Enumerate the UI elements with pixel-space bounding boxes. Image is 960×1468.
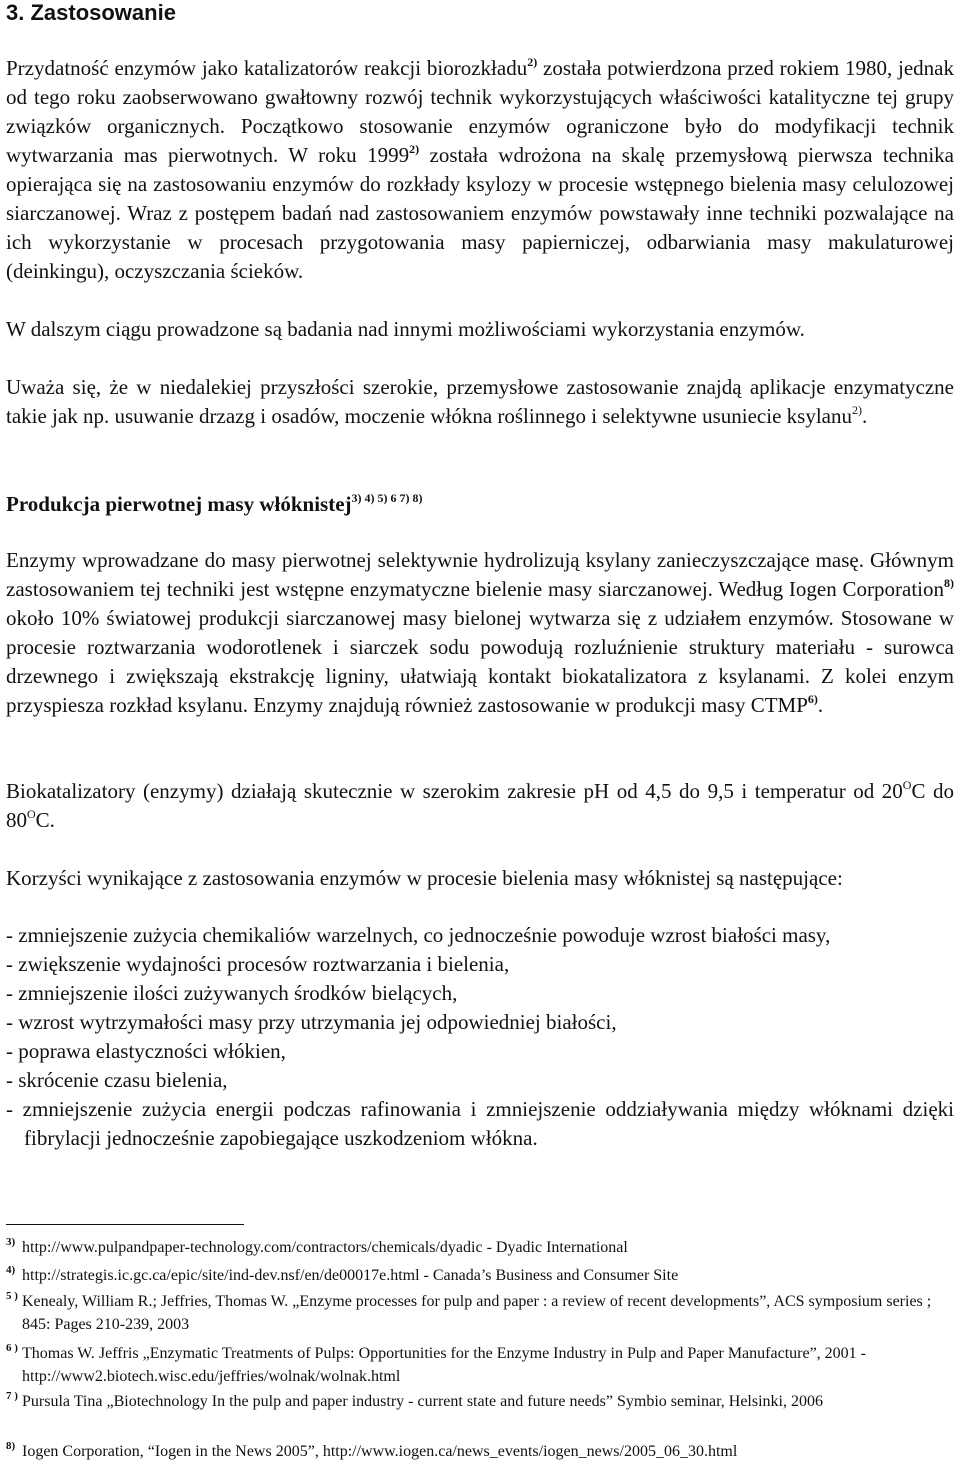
footnote-text: Iogen Corporation, “Iogen in the News 2005”, http://www.iogen.ca/news_events/iogen_news/2005_06_30.html (22, 1443, 738, 1460)
footnote-mark: 4) (6, 1264, 16, 1276)
superscript: O (902, 778, 912, 792)
list-item: - skrócenie czasu bielenia, (6, 1068, 228, 1092)
footnote-mark: 5 ) (6, 1290, 18, 1302)
list-item: - wzrost wytrzymałości masy przy utrzymania jej odpowiedniej białości, (6, 1010, 617, 1034)
text-run: . (861, 404, 868, 428)
footnote-ref: 2) (851, 403, 862, 417)
footnote-mark: 7 ) (6, 1390, 18, 1402)
benefits-intro: Korzyści wynikające z zastosowania enzymów w procesie bielenia masy włóknistej są następujące: (6, 866, 843, 890)
footnote (6, 1342, 954, 1388)
text-run: C do 80 (6, 779, 954, 832)
footnote (6, 1440, 954, 1463)
intro-paragraph (6, 54, 954, 286)
body-paragraph (6, 546, 954, 720)
text-run: C. (35, 808, 55, 832)
footnote-text: http://www.pulpandpaper-technology.com/contractors/chemicals/dyadic - Dyadic International (22, 1239, 628, 1256)
research-paragraph: W dalszym ciągu prowadzone są badania nad innymi możliwościami wykorzystania enzymów. (6, 317, 805, 341)
list-item: - zmniejszenie ilości zużywanych środków bielących, (6, 981, 458, 1005)
footnote (6, 1290, 954, 1336)
footnote-ref: 2) (409, 142, 420, 156)
footnote-text: Pursula Tina „Biotechnology In the pulp and paper industry - current state and future needs” Symbio seminar, Helsinki, 2006 (22, 1393, 823, 1410)
text-run: . (817, 693, 824, 717)
subsection-title-text: Produkcja pierwotnej masy włóknistej (6, 492, 352, 516)
future-paragraph (6, 373, 954, 431)
text-run: została wdrożona na skalę przemysłową pierwsza technika opierająca się na zastosowaniu enzymów do rozkłady ksylozy w procesie wstępnego bielenia masy celulozowej siarczanowej. Wraz z postępem badań nad zastosowaniem enzymów powstawały inne techniki pozwalające na ich wykorzystanie w procesach przygotowania masy papierniczej, odbarwiania masy makulaturowej (deinkingu), oczyszczania ścieków. (6, 143, 954, 283)
footnote-mark: 8) (6, 1440, 16, 1452)
biocatalyst-paragraph (6, 777, 954, 835)
footnote-ref: 8) (944, 576, 954, 590)
subsection-refs: 3) 4) 5) 6 7) 8) (351, 491, 423, 505)
superscript: O (27, 807, 36, 821)
text-run: około 10% światowej produkcji siarczanowej masy bielonej wytwarza się z udziałem enzymów. Stosowane w procesie roztwarzania wodorotlenek i siarczek sodu powodują rozluźnienie struktury materiału - surowca drzewnego i zwiększają ekstrakcję ligniny, ułatwiają kontakt biokatalizatora z ksylanami. Z kolei enzym przyspiesza rozkład ksylanu. Enzymy znajdują również zastosowanie w produkcji masy CTMP (6, 606, 954, 717)
benefits-list (6, 921, 954, 1153)
text-run: Przydatność enzymów jako katalizatorów reakcji biorozkładu (6, 56, 528, 80)
text-run: Biokatalizatory (enzymy) działają skutecznie w szerokim zakresie pH od 4,5 do 9,5 i temperatur od 20 (6, 779, 903, 803)
text-run: została potwierdzona przed rokiem 1980, jednak od tego roku zaobserwowano gwałtowny rozwój technik wykorzystujących właściwości katalityczne tej grupy związków organicznych. Początkowo stosowanie enzymów ograniczone było do modyfikacji technik wytwarzania mas pierwotnych. W roku 1999 (6, 56, 954, 167)
list-item: - zwiększenie wydajności procesów roztwarzania i bielenia, (6, 952, 510, 976)
list-item: - zmniejszenie zużycia energii podczas rafinowania i zmniejszenie oddziaływania między włóknami dzięki fibrylacji jednocześnie zapobiegające uszkodzeniom włókna. (6, 1097, 954, 1150)
footnote (6, 1390, 954, 1413)
list-item: - zmniejszenie zużycia chemikaliów warzelnych, co jednocześnie powoduje wzrost białości masy, (6, 923, 831, 947)
section-title: 3. Zastosowanie (6, 0, 176, 25)
footnote-separator (6, 1224, 244, 1225)
footnote-ref: 6) (807, 692, 818, 706)
footnote-ref: 2) (527, 55, 538, 69)
footnote-text: Kenealy, William R.; Jeffries, Thomas W. „Enzyme processes for pulp and paper : a review of recent developments”, ACS symposium series ; 845: Pages 210-239, 2003 (22, 1293, 932, 1333)
text-run: Uważa się, że w niedalekiej przyszłości szerokie, przemysłowe zastosowanie znajdą aplikacje enzymatyczne takie jak np. usuwanie drzazg i osadów, moczenie włókna roślinnego i selektywne usuniecie ksylanu (6, 375, 954, 428)
footnote (6, 1264, 954, 1287)
footnote-mark: 3) (6, 1236, 16, 1248)
subsection-title (6, 490, 423, 518)
footnote-text: http://strategis.ic.gc.ca/epic/site/ind-dev.nsf/en/de00017e.html - Canada’s Business and Consumer Site (22, 1267, 679, 1284)
footnote-mark: 6 ) (6, 1342, 18, 1354)
text-run: Enzymy wprowadzane do masy pierwotnej selektywnie hydrolizują ksylany zanieczyszczające masę. Głównym zastosowaniem tej techniki jest wstępne enzymatyczne bielenie masy siarczanowej. Według Iogen Corporation (6, 548, 954, 601)
footnote (6, 1236, 954, 1259)
footnote-text: Thomas W. Jeffris „Enzymatic Treatments of Pulps: Opportunities for the Enzyme Industry in Pulp and Paper Manufacture”, 2001 - http://www2.biotech.wisc.edu/jeffries/wolnak/wolnak.html (22, 1345, 866, 1385)
list-item: - poprawa elastyczności włókien, (6, 1039, 286, 1063)
